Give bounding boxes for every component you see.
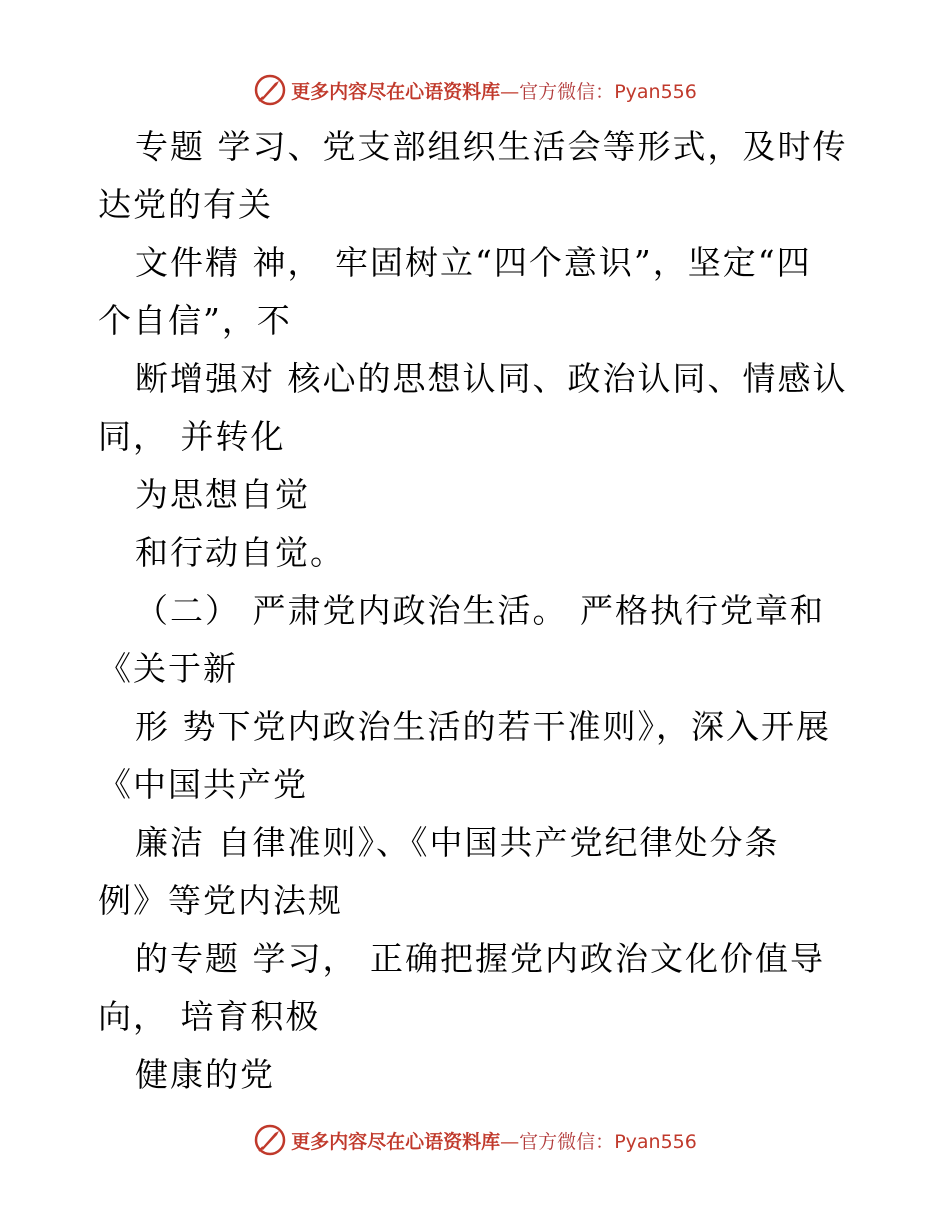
footer-banner <box>0 1120 950 1160</box>
text-line: 例》等党内法规 <box>98 881 343 920</box>
text-line: 文件精 神， 牢固树立“四个意识”，坚定“四 <box>135 243 812 282</box>
text-line: 廉洁 自律准则》、《中国共产党纪律处分条 <box>135 823 780 862</box>
text-line: 形 势下党内政治生活的若干准则》，深入开展 <box>135 707 831 746</box>
footer-site-text: 更多内容尽在心语资料库 <box>291 1130 501 1153</box>
text-line: 为思想自觉 <box>135 475 310 514</box>
text-line: （二） 严肃党内政治生活。 严格执行党章和 <box>135 591 825 630</box>
text-line: 和行动自觉。 <box>135 533 345 572</box>
header-wechat-label: 官方微信： <box>519 80 615 103</box>
text-line: 健康的党 <box>135 1055 275 1094</box>
footer-wechat-id: Pyan556 <box>614 1130 697 1153</box>
text-line: 断增强对 核心的思想认同、政治认同、情感认 <box>135 359 848 398</box>
header-banner <box>0 70 950 110</box>
text-line: 专题 学习、党支部组织生活会等形式，及时传 <box>135 127 848 166</box>
footer-wechat-label: 官方微信： <box>519 1130 615 1153</box>
footer-dash: — <box>500 1130 520 1153</box>
text-line: 达党的有关 <box>98 185 273 224</box>
header-dash: — <box>500 80 520 103</box>
footer-banner-text <box>291 1127 697 1154</box>
text-line: 的专题 学习， 正确把握党内政治文化价值导 <box>135 939 825 978</box>
text-line: 个自信”，不 <box>98 301 292 340</box>
quill-logo-icon <box>253 73 287 107</box>
quill-logo-icon <box>253 1123 287 1157</box>
header-banner-text <box>291 77 697 104</box>
header-site-text: 更多内容尽在心语资料库 <box>291 80 501 103</box>
text-line: 《中国共产党 <box>98 765 308 804</box>
text-line: 向， 培育积极 <box>98 997 321 1036</box>
text-line: 《关于新 <box>98 649 238 688</box>
text-line: 同， 并转化 <box>98 417 286 456</box>
header-wechat-id: Pyan556 <box>614 80 697 103</box>
